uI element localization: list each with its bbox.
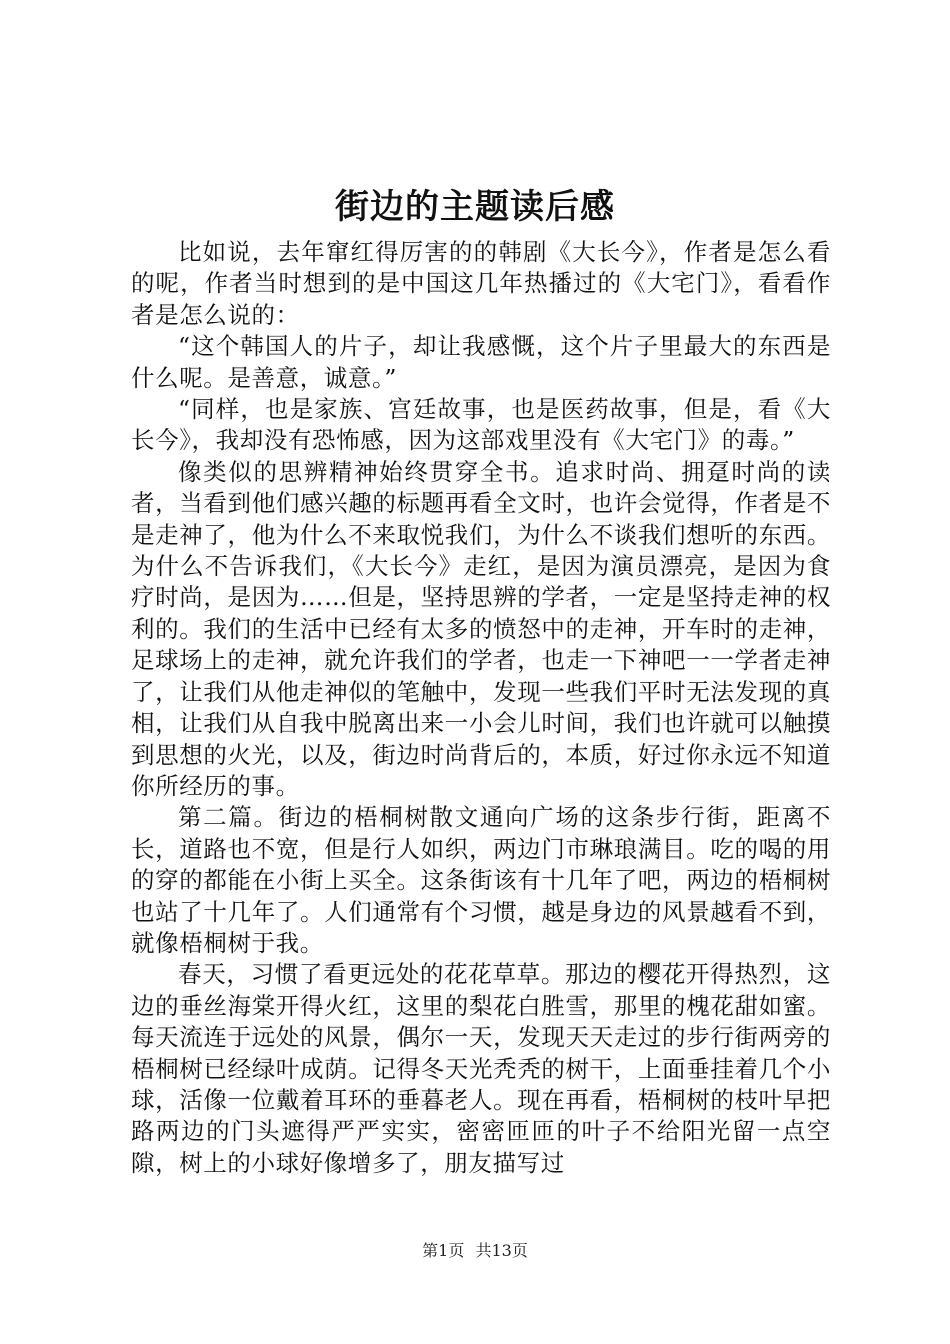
page-footer	[0, 1240, 950, 1262]
paragraph-5: 第二篇。街边的梧桐树散文通向广场的这条步行街，距离不长，道路也不宽，但是行人如织，两边门市琳琅满目。吃的喝的用的穿的都能在小街上买全。这条街该有十几年了吧，两边的梧桐树也站了十几年了。人们通常有个习惯，越是身边的风景越看不到，就像梧桐树于我。	[131, 803, 831, 957]
paragraph-2: “这个韩国人的片子，却让我感慨，这个片子里最大的东西是什么呢。是善意，诚意。”	[131, 332, 831, 392]
paragraph-3: “同样，也是家族、宫廷故事，也是医药故事，但是，看《大长今》，我却没有恐怖感，因为这部戏里没有《大宅门》的毒。”	[131, 395, 831, 455]
page-total: 共13页	[475, 1241, 528, 1260]
paragraph-1: 比如说，去年窜红得厉害的的韩剧《大长今》，作者是怎么看的呢，作者当时想到的是中国这几年热播过的《大宅门》，看看作者是怎么说的：	[131, 238, 831, 329]
document-body	[131, 237, 831, 1179]
paragraph-6: 春天，习惯了看更远处的花花草草。那边的樱花开得热烈，这边的垂丝海棠开得火红，这里的梨花白胜雪，那里的槐花甜如蜜。每天流连于远处的风景，偶尔一天，发现天天走过的步行街两旁的梧桐树已经绿叶成荫。记得冬天光秃秃的树干，上面垂挂着几个小球，活像一位戴着耳环的垂暮老人。现在再看，梧桐树的枝叶早把路两边的门头遮得严严实实，密密匝匝的叶子不给阳光留一点空隙，树上的小球好像增多了，朋友描写过	[131, 960, 831, 1177]
page-number: 第1页	[422, 1241, 465, 1260]
paragraph-4: 像类似的思辨精神始终贯穿全书。追求时尚、拥趸时尚的读者，当看到他们感兴趣的标题再看全文时，也许会觉得，作者是不是走神了，他为什么不来取悦我们，为什么不谈我们想听的东西。为什么不告诉我们，《大长今》走红，是因为演员漂亮，是因为食疗时尚，是因为……但是，坚持思辨的学者，一定是坚持走神的权利的。我们的生活中已经有太多的愤怒中的走神，开车时的走神，足球场上的走神，就允许我们的学者，也走一下神吧一一学者走神了，让我们从他走神似的笔触中，发现一些我们平时无法发现的真相，让我们从自我中脱离出来一小会儿时间，我们也许就可以触摸到思想的火光，以及，街边时尚背后的，本质，好过你永远不知道你所经历的事。	[131, 457, 831, 800]
document-title: 街边的主题读后感	[335, 187, 615, 227]
